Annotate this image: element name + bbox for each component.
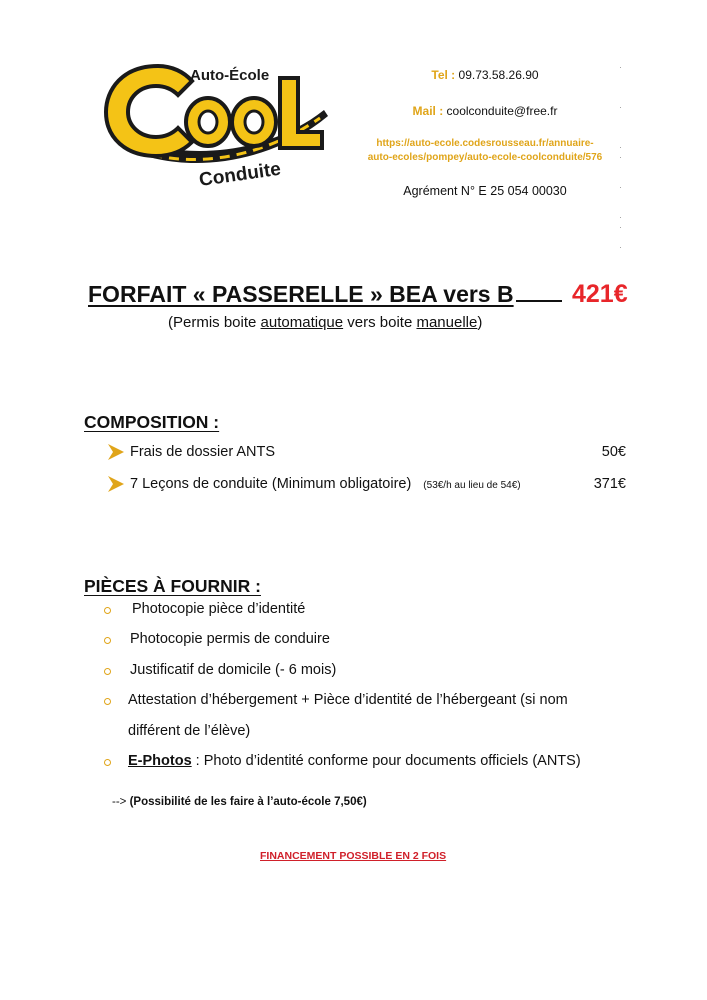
composition-item — [106, 444, 626, 468]
title-text: FORFAIT « PASSERELLE » BEA vers B — [88, 281, 514, 307]
note-text: (Possibilité de les faire à l’auto-école 7,50€) — [129, 796, 367, 808]
note-arrow: --> — [112, 796, 127, 808]
arrow-bullet-icon — [106, 442, 126, 462]
composition-item-note: (53€/h au lieu de 54€) — [423, 480, 521, 491]
mail-label: Mail : — [412, 104, 444, 118]
piece-item-text: Justificatif de domicile (- 6 mois) — [130, 662, 337, 678]
title-underline-gap — [516, 282, 562, 302]
composition-item-label: 7 Leçons de conduite (Minimum obligatoire) — [130, 476, 412, 492]
logo-top-text: Auto-École — [190, 67, 270, 84]
financement-notice: FINANCEMENT POSSIBLE EN 2 FOIS — [260, 850, 447, 862]
pieces-heading: PIÈCES À FOURNIR : — [84, 576, 261, 596]
piece-item-text — [128, 753, 581, 769]
page-title — [88, 280, 628, 309]
auto-ecole-cool-logo — [96, 56, 336, 196]
page-subtitle — [168, 314, 482, 331]
composition-item-label-row — [130, 476, 521, 492]
piece-item-text: Photocopie permis de conduire — [130, 631, 330, 647]
contact-phone — [355, 68, 615, 82]
circle-bullet-icon — [104, 607, 111, 614]
circle-bullet-icon — [104, 698, 111, 705]
circle-bullet-icon — [104, 759, 111, 766]
subtitle-part: vers boite — [343, 314, 417, 331]
subtitle-manuelle: manuelle — [416, 314, 478, 331]
subtitle-part: (Permis boite — [168, 314, 261, 331]
title-price: 421€ — [572, 280, 628, 308]
ephotos-label: E-Photos — [128, 753, 192, 769]
contact-mail — [355, 104, 615, 118]
mail-value[interactable]: coolconduite@free.fr — [446, 104, 558, 118]
tel-label: Tel : — [431, 68, 456, 82]
agrement-number: Agrément N° E 25 054 00030 — [403, 184, 567, 198]
ephotos-text: : Photo d’identité conforme pour documents officiels (ANTS) — [191, 753, 581, 769]
website-link[interactable] — [355, 137, 615, 165]
photo-note — [112, 796, 367, 808]
piece-item-text: Photocopie pièce d’identité — [132, 601, 306, 617]
composition-item-price: 50€ — [601, 444, 626, 460]
piece-item-text: différent de l’élève) — [128, 723, 251, 739]
subtitle-automatique: automatique — [260, 314, 344, 331]
piece-item-text: Attestation d’hébergement + Pièce d’identité de l’hébergeant (si nom — [128, 692, 568, 708]
composition-heading: COMPOSITION : — [84, 412, 220, 432]
circle-bullet-icon — [104, 668, 111, 675]
margin-dots: · · · · · · · · — [619, 62, 622, 252]
composition-item-price: 371€ — [593, 476, 626, 492]
subtitle-part: ) — [477, 314, 483, 331]
tel-value[interactable]: 09.73.58.26.90 — [458, 68, 539, 82]
arrow-bullet-icon — [106, 474, 126, 494]
composition-item-label: Frais de dossier ANTS — [130, 444, 276, 460]
url-line-1[interactable]: https://auto-ecole.codesrousseau.fr/annuaire- — [376, 138, 594, 149]
logo-sub-text: Conduite — [197, 158, 283, 191]
logo-graphic — [96, 56, 336, 196]
circle-bullet-icon — [104, 637, 111, 644]
url-line-2[interactable]: auto-ecoles/pompey/auto-ecole-coolconduite/576 — [367, 152, 603, 163]
composition-item — [106, 476, 626, 500]
